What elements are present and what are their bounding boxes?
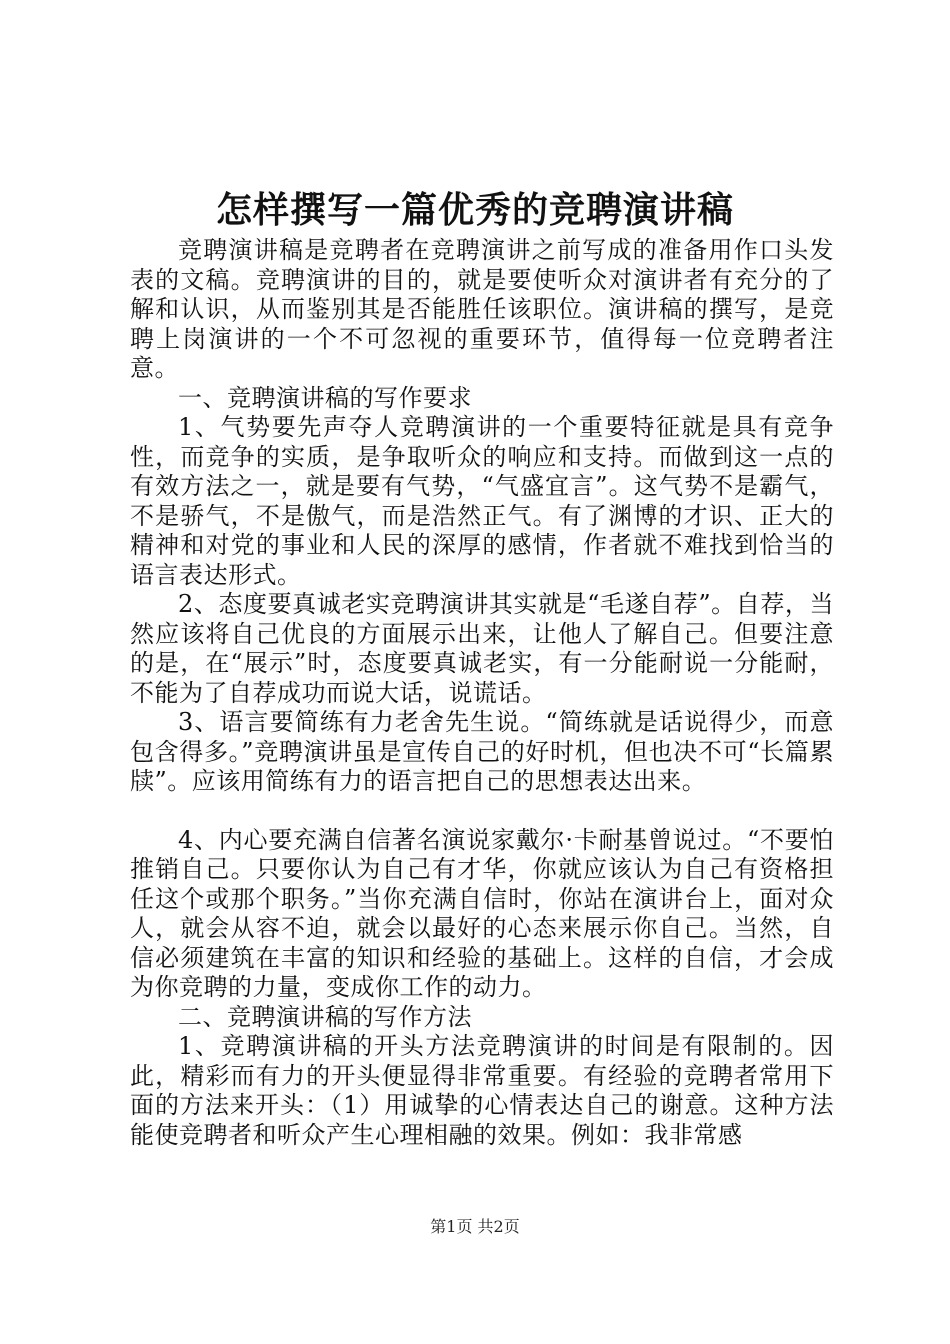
document-title: 怎样撰写一篇优秀的竞聘演讲稿 (215, 189, 734, 231)
intro-paragraph: 竞聘演讲稿是竞聘者在竞聘演讲之前写成的准备用作口头发表的文稿。竞聘演讲的目的，就是要使听众对演讲者有充分的了解和认识，从而鉴别其是否能胜任该职位。演讲稿的撰写，是竞聘上岗演讲的一个不可忽视的重要环节，值得每一位竞聘者注意。 (130, 236, 834, 382)
blank-line (130, 797, 834, 826)
section-heading-2: 二、竞聘演讲稿的写作方法 (178, 1002, 472, 1031)
page-footer: 第1页 共2页 (430, 1217, 520, 1236)
document-body (130, 236, 834, 1150)
paragraph-requirement-2: 2、态度要真诚老实竞聘演讲其实就是“毛遂自荐”。自荐，当然应该将自己优良的方面展示出来，让他人了解自己。但要注意的是，在“展示”时，态度要真诚老实，有一分能耐说一分能耐，不能为了自荐成功而说大话，说谎话。 (130, 590, 834, 707)
section-heading-1: 一、竞聘演讲稿的写作要求 (178, 383, 472, 412)
paragraph-method-1: 1、竞聘演讲稿的开头方法竞聘演讲的时间是有限制的。因此，精彩而有力的开头便显得非常重要。有经验的竞聘者常用下面的方法来开头：（1）用诚挚的心情表达自己的谢意。这种方法能使竞聘者和听众产生心理相融的效果。例如：我非常感 (130, 1032, 834, 1149)
paragraph-requirement-4: 4、内心要充满自信著名演说家戴尔·卡耐基曾说过。“不要怕推销自己。只要你认为自己有才华，你就应该认为自己有资格担任这个或那个职务。”当你充满自信时，你站在演讲台上，面对众人，就会从容不迫，就会以最好的心态来展示你自己。当然，自信必须建筑在丰富的知识和经验的基础上。这样的自信，才会成为你竞聘的力量，变成你工作的动力。 (130, 825, 834, 1001)
paragraph-requirement-3: 3、语言要简练有力老舍先生说。“简练就是话说得少，而意包含得多。”竞聘演讲虽是宣传自己的好时机，但也决不可“长篇累牍”。应该用简练有力的语言把自己的思想表达出来。 (130, 708, 834, 795)
paragraph-requirement-1: 1、气势要先声夺人竞聘演讲的一个重要特征就是具有竞争性，而竞争的实质，是争取听众的响应和支持。而做到这一点的有效方法之一，就是要有气势，“气盛宜言”。这气势不是霸气，不是骄气，不是傲气，而是浩然正气。有了渊博的才识、正大的精神和对党的事业和人民的深厚的感情，作者就不难找到恰当的语言表达形式。 (130, 413, 834, 589)
